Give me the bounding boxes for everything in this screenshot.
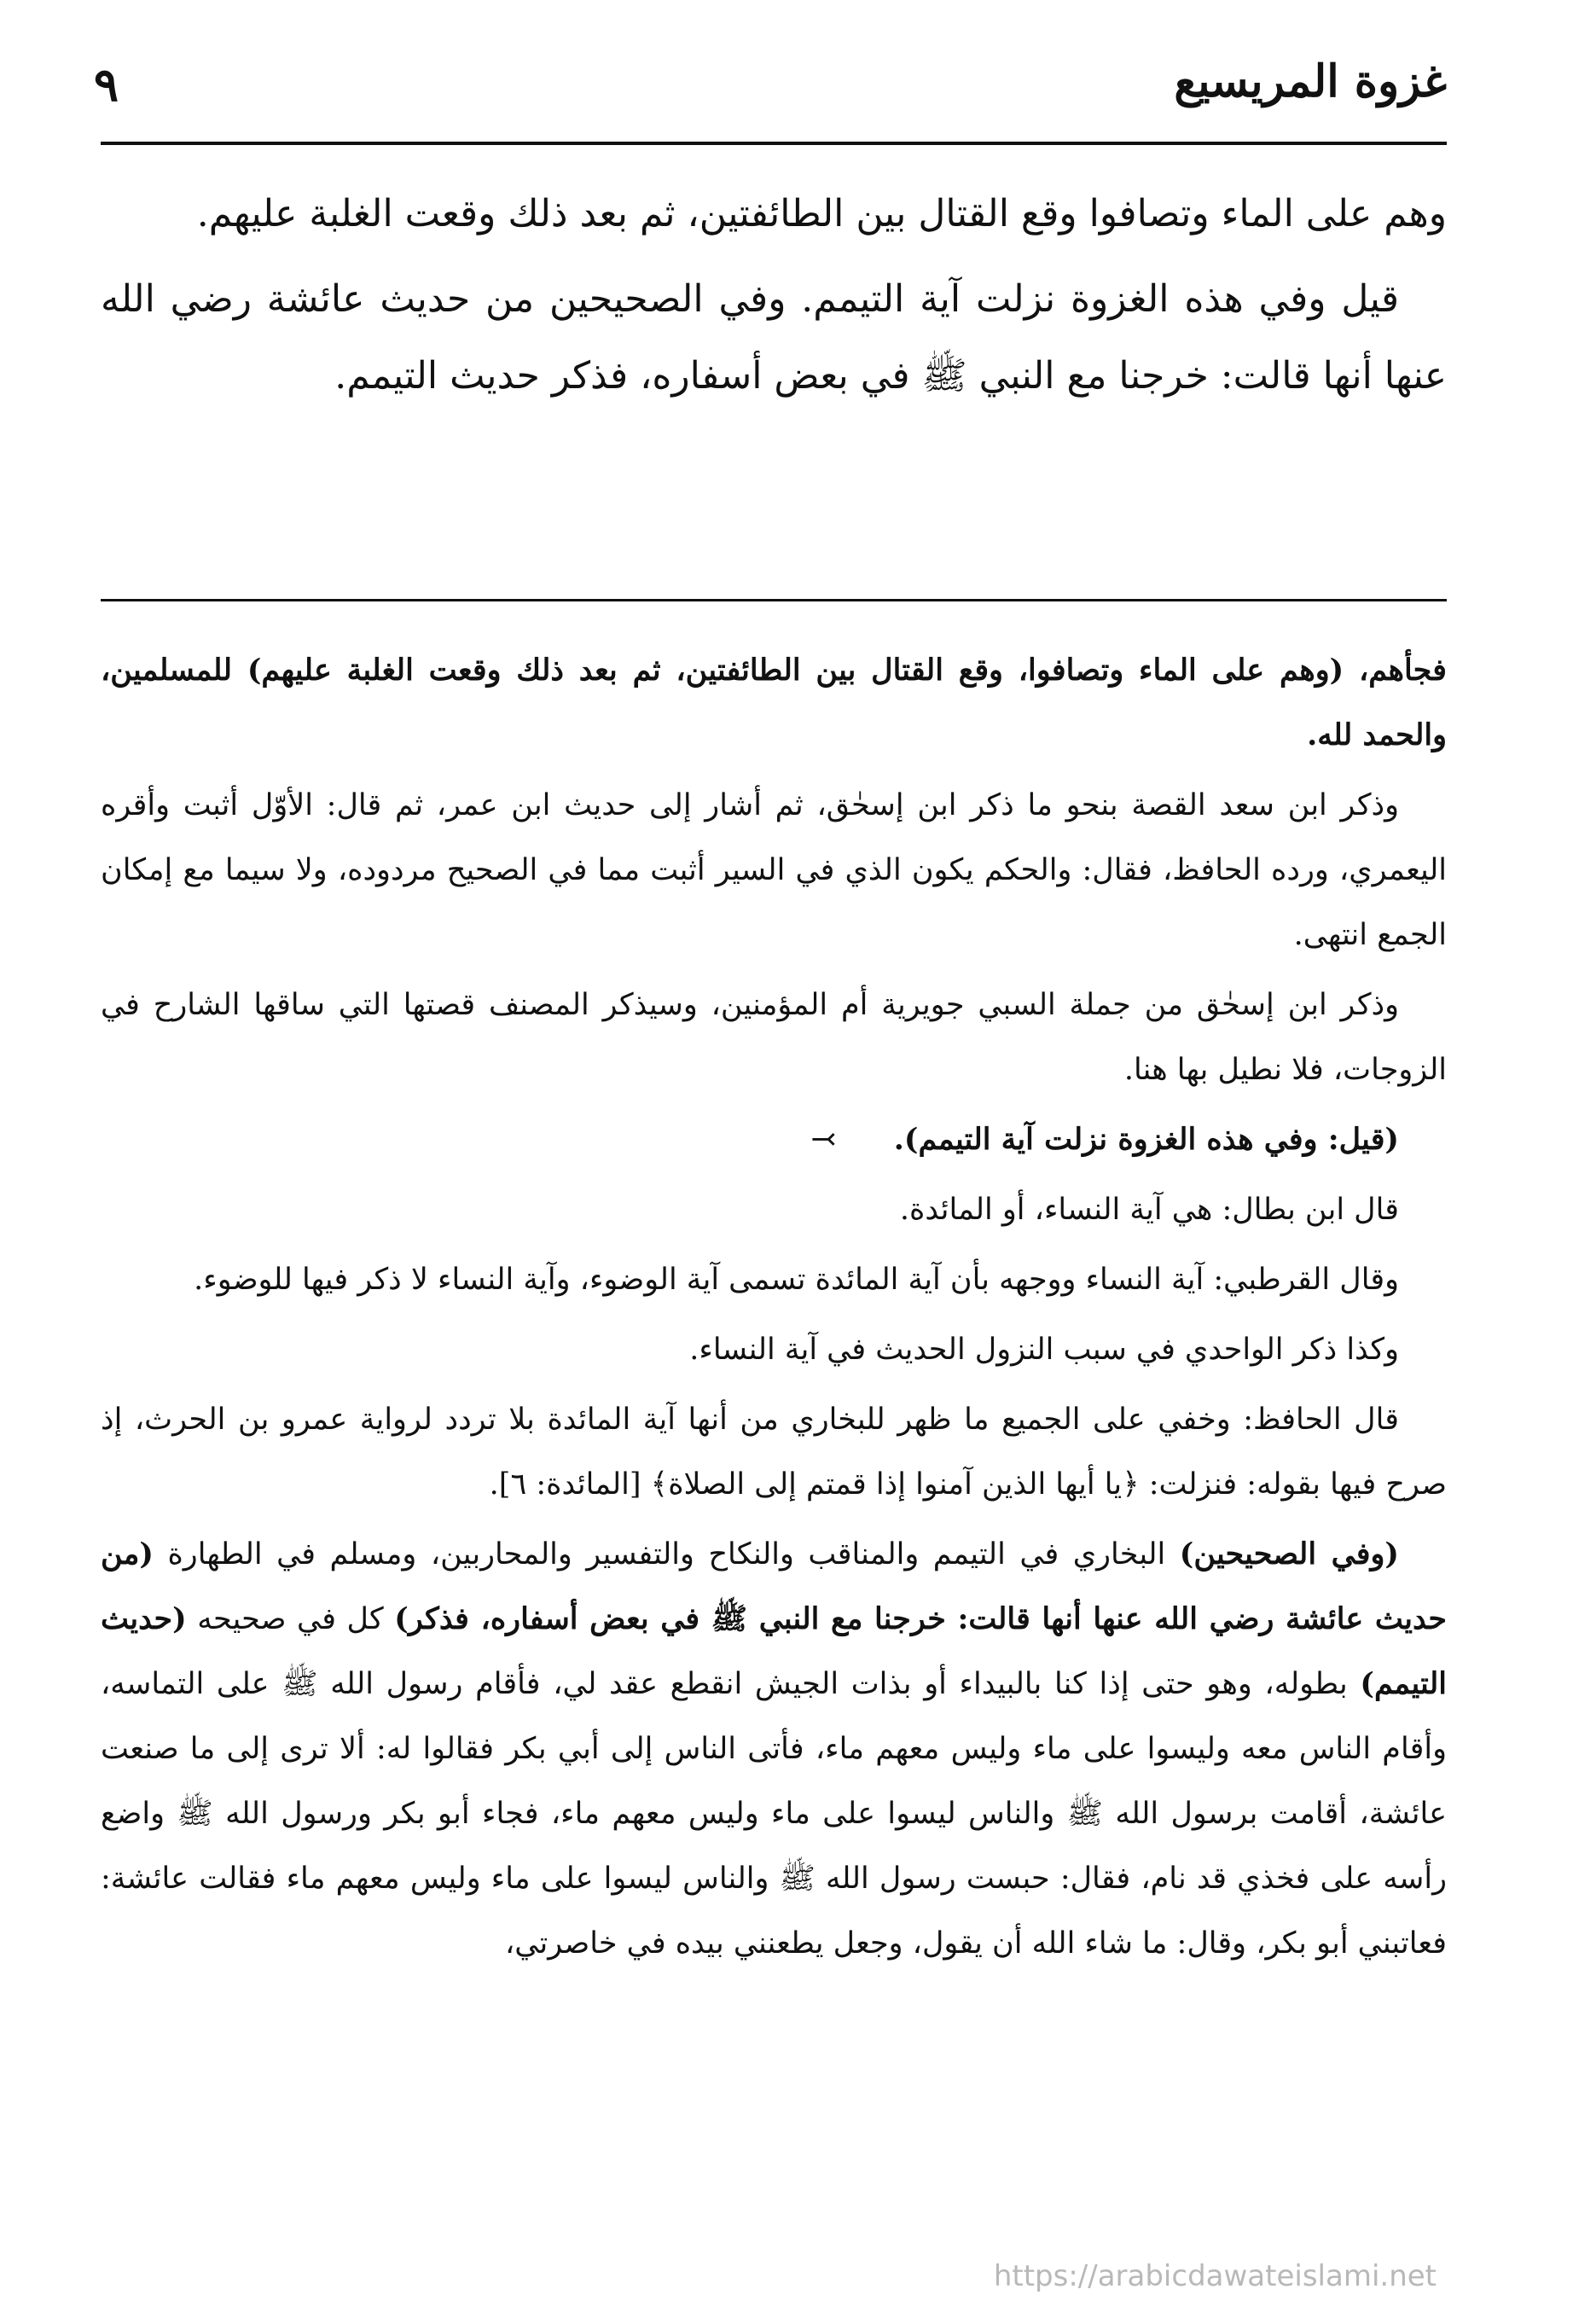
header-rule: [101, 142, 1447, 145]
commentary-paragraph-7: وكذا ذكر الواحدي في سبب النزول الحديث في آية النساء.: [689, 1333, 1399, 1367]
commentary-paragraph-9: [101, 1522, 1447, 1976]
margin-arrow-icon: ⤙: [810, 1122, 837, 1157]
plain-phrase-3: بطوله، وهو حتى إذا كنا بالبيداء أو بذات الجيش انقطع عقد لي، فأقام رسول الله ﷺ على التماسه، وأقام الناس معه وليسوا على ماء وليس معهم ماء، فأتى الناس إلى أبي بكر فقالوا له: ألا ترى إلى ما صنعت عائشة، أقامت برسول الله ﷺ والناس ليسوا على ماء وليس معهم ماء، فجاء أبو بكر ورسول الله ﷺ واضع رأسه على فخذي قد نام، فقال: حبست رسول الله ﷺ والناس ليسوا على ماء وليس معهم ماء فقالت عائشة: فعاتبني أبو بكر، وقال: ما شاء الله أن يقول، وجعل يطعنني بيده في خاصرتي،: [101, 1667, 1447, 1961]
commentary-paragraph-6: وقال القرطبي: آية النساء ووجهه بأن آية المائدة تسمى آية الوضوء، وآية النساء لا ذكر فيها للوضوء.: [194, 1263, 1399, 1297]
commentary-text: [101, 638, 1447, 1981]
commentary-paragraph-3: وذكر ابن إسحٰق من جملة السبي جويرية أم المؤمنين، وسيذكر المصنف قصتها التي ساقها الشارح في الزوجات، فلا نطيل بها هنا.: [101, 988, 1447, 1087]
commentary-paragraph-8: قال الحافظ: وخفي على الجميع ما ظهر للبخاري من أنها آية المائدة بلا تردد لرواية عمرو بن الحرث، إذ صرح فيها بقوله: فنزلت: ﴿يا أيها الذين آمنوا إذا قمتم إلى الصلاة﴾ [المائدة: ٦].: [101, 1403, 1447, 1502]
commentary-paragraph-1: فجأهم، (وهم على الماء وتصافوا، وقع القتال بين الطائفتين، ثم بعد ذلك وقعت الغلبة عليهم) للمسلمين، والحمد لله.: [101, 653, 1447, 752]
page-number: ٩: [94, 57, 119, 112]
bold-phrase-1: (وفي الصحيحين): [1179, 1537, 1399, 1572]
running-title: غزوة المريسيع: [1174, 55, 1447, 107]
main-paragraph-1: وهم على الماء وتصافوا وقع القتال بين الطائفتين، ثم بعد ذلك وقعت الغلبة عليهم.: [196, 192, 1447, 235]
commentary-paragraph-5: قال ابن بطال: هي آية النساء، أو المائدة.: [899, 1193, 1399, 1227]
plain-phrase-2: كل في صحيحه: [186, 1602, 395, 1636]
commentary-paragraph-4: [101, 1107, 1447, 1172]
quoted-heading: (قيل: وفي هذه الغزوة نزلت آية التيمم).: [893, 1122, 1399, 1157]
main-text: [101, 176, 1447, 423]
commentary-divider: [101, 599, 1447, 601]
commentary-paragraph-2: وذكر ابن سعد القصة بنحو ما ذكر ابن إسحٰق، ثم أشار إلى حديث ابن عمر، ثم قال: الأوّل أثبت وأقره اليعمري، ورده الحافظ، فقال: والحكم يكون الذي في السير أثبت مما في الصحيح مردوده، ولا سيما مع إمكان الجمع انتهى.: [101, 788, 1447, 952]
bold-phrase-2: (من حديث عائشة رضي الله عنها أنها قالت: خرجنا مع النبي ﷺ في بعض أسفاره، فذكر): [101, 1537, 1448, 1636]
plain-phrase-1: البخاري في التيمم والمناقب والنكاح والتفسير والمحاربين، ومسلم في الطهارة: [153, 1537, 1180, 1572]
bold-phrase-3: (حديث التيمم): [101, 1601, 1447, 1701]
watermark-url: https://arabicdawateislami.net: [993, 2259, 1437, 2293]
main-paragraph-2: قيل وفي هذه الغزوة نزلت آية التيمم. وفي الصحيحين من حديث عائشة رضي الله عنها أنها قالت: خرجنا مع النبي ﷺ في بعض أسفاره، فذكر حديث التيمم.: [101, 277, 1447, 398]
